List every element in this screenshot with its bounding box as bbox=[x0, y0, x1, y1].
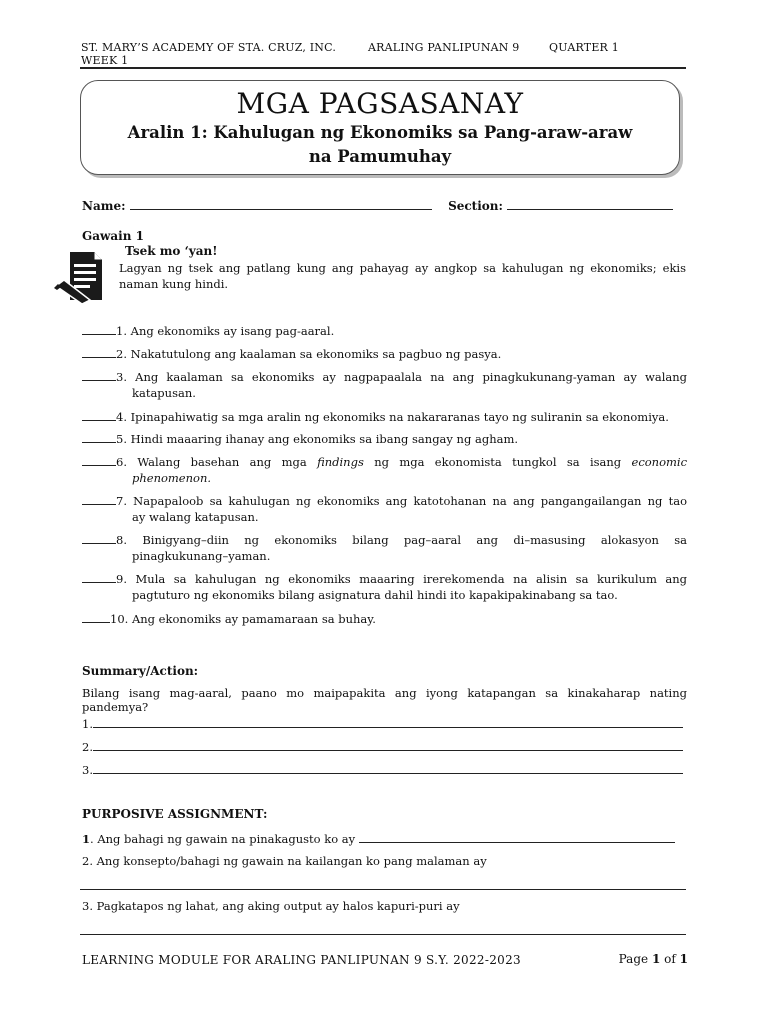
name-field[interactable] bbox=[130, 198, 432, 210]
lesson-title-line2: na Pamumuhay bbox=[308, 147, 452, 166]
list-item: 2. Nakatutulong ang kaalaman sa ekonomiks sa pagbuo ng pasya. bbox=[82, 346, 687, 362]
assignment-answer-2[interactable] bbox=[80, 889, 686, 890]
assignment-heading: PURPOSIVE ASSIGNMENT: bbox=[82, 807, 268, 821]
list-item: 8. Binigyang–diin ng ekonomiks bilang pag–aaral ang di–masusing alokasyon sa pinagkukunang–yaman. bbox=[82, 532, 687, 564]
header-subject: ARALING PANLIPUNAN 9 bbox=[368, 41, 520, 54]
answer-blank[interactable] bbox=[82, 431, 116, 443]
answer-blank[interactable] bbox=[82, 454, 116, 466]
document-pen-icon bbox=[52, 248, 110, 306]
list-item: 10. Ang ekonomiks ay pamamaraan sa buhay. bbox=[82, 611, 687, 627]
summary-question: Bilang isang mag-aaral, paano mo maipapakita ang iyong katapangan sa kinakaharap nating pandemya? bbox=[82, 686, 687, 714]
list-item: 4. Ipinapahiwatig sa mga aralin ng ekonomiks na nakararanas tayo ng suliranin sa ekonomiya. bbox=[82, 409, 687, 425]
answer-blank[interactable] bbox=[82, 409, 116, 421]
list-item: 3. Ang kaalaman sa ekonomiks ay nagpapaalala na ang pinagkukunang-yaman ay walang katapusan. bbox=[82, 369, 687, 401]
list-item: 1. Ang ekonomiks ay isang pag-aaral. bbox=[82, 323, 687, 339]
section-field[interactable] bbox=[507, 198, 673, 210]
list-item: 9. Mula sa kahulugan ng ekonomiks maaaring irerekomenda na alisin sa kurikulum ang pagtuturo ng ekonomiks bilang asignatura dahil hindi ito kapakipakinabang sa tao. bbox=[82, 571, 687, 603]
name-label: Name: bbox=[82, 199, 126, 213]
answer-line-3[interactable]: 3. bbox=[82, 763, 683, 777]
answer-blank[interactable] bbox=[82, 611, 110, 623]
lesson-title-line1: Aralin 1: Kahulugan ng Ekonomiks sa Pang-araw-araw bbox=[127, 123, 633, 142]
list-item: 7. Napapaloob sa kahulugan ng ekonomiks ang katotohanan na ang pangangailangan ng tao ay walang katapusan. bbox=[82, 493, 687, 525]
header-rule bbox=[80, 67, 686, 69]
answer-line-1[interactable]: 1. bbox=[82, 717, 683, 731]
summary-heading: Summary/Action: bbox=[82, 664, 199, 678]
activity-instruction: Lagyan ng tsek ang patlang kung ang pahayag ay angkop sa kahulugan ng ekonomiks; ekis naman kung hindi. bbox=[119, 261, 686, 291]
section-label: Section: bbox=[448, 199, 503, 213]
list-item: 6. Walang basehan ang mga findings ng mga ekonomista tungkol sa isang economic phenomenon. bbox=[82, 454, 687, 486]
assignment-item-1: 1. Ang bahagi ng gawain na pinakagusto ko ay bbox=[82, 831, 687, 846]
answer-blank[interactable] bbox=[82, 323, 116, 335]
answer-blank[interactable] bbox=[82, 346, 116, 358]
answer-line-2[interactable]: 2. bbox=[82, 740, 683, 754]
header-school: ST. MARY’S ACADEMY OF STA. CRUZ, INC. bbox=[81, 41, 337, 54]
answer-blank[interactable] bbox=[82, 369, 116, 381]
assignment-item-2: 2. Ang konsepto/bahagi ng gawain na kailangan ko pang malaman ay bbox=[82, 854, 487, 868]
page-number: Page 1 of 1 bbox=[618, 952, 688, 966]
assignment-answer-3[interactable] bbox=[80, 934, 686, 935]
answer-blank[interactable] bbox=[82, 532, 116, 544]
header-week: WEEK 1 bbox=[81, 54, 129, 67]
title-box bbox=[80, 80, 680, 175]
list-item: 5. Hindi maaaring ihanay ang ekonomiks sa ibang sangay ng agham. bbox=[82, 431, 687, 447]
answer-blank[interactable] bbox=[82, 571, 116, 583]
answer-blank[interactable] bbox=[82, 493, 116, 505]
header-quarter: QUARTER 1 bbox=[549, 41, 619, 54]
activity-heading: Gawain 1 bbox=[82, 229, 144, 243]
footer-text: LEARNING MODULE FOR ARALING PANLIPUNAN 9 S.Y. 2022-2023 bbox=[82, 953, 521, 967]
activity-subheading: Tsek mo ‘yan! bbox=[125, 244, 218, 258]
name-section-row bbox=[82, 198, 673, 213]
assignment-answer-1[interactable] bbox=[359, 831, 675, 843]
page-title: MGA PAGSASANAY bbox=[236, 87, 524, 120]
assignment-item-3: 3. Pagkatapos ng lahat, ang aking output ay halos kapuri-puri ay bbox=[82, 899, 460, 913]
